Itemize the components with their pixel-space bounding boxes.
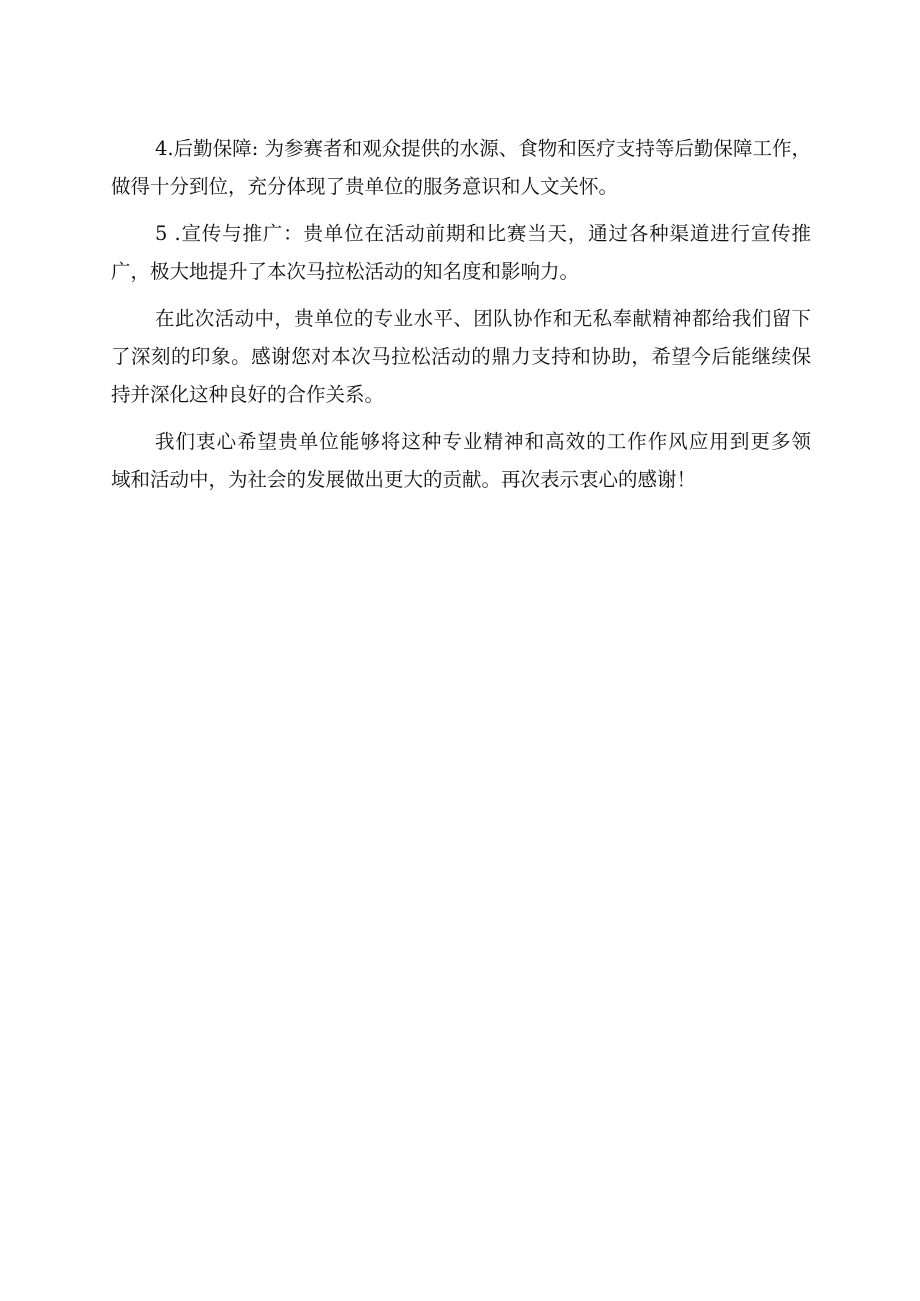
paragraph-promotion	[111, 215, 811, 291]
paragraph-line: 在此次活动中，贵单位的专业水平、团队协作和无私奉献精神都给我们留下	[155, 307, 811, 330]
paragraph-line: 域和活动中，为社会的发展做出更大的贡献。再次表示衷心的感谢！	[111, 468, 697, 491]
paragraph-line: 我们衷心希望贵单位能够将这种专业精神和高效的工作作风应用到更多领	[155, 430, 811, 453]
paragraph-line: 做得十分到位，充分体现了贵单位的服务意识和人文关怀。	[111, 175, 619, 198]
paragraph-line: 了深刻的印象。感谢您对本次马拉松活动的鼎力支持和协助，希望今后能继续保	[111, 345, 811, 368]
paragraph-line: 广，极大地提升了本次马拉松活动的知名度和影响力。	[111, 260, 580, 283]
document-body	[111, 130, 811, 508]
paragraph-line: 持并深化这种良好的合作关系。	[111, 383, 385, 406]
paragraph-line: 5 .宣传与推广：贵单位在活动前期和比赛当天，通过各种渠道进行宣传推	[155, 222, 811, 245]
paragraph-logistics	[111, 130, 811, 206]
paragraph-line: 4.后勤保障: 为参赛者和观众提供的水源、食物和医疗支持等后勤保障工作，	[155, 137, 811, 160]
paragraph-closing	[111, 423, 811, 499]
paragraph-impression	[111, 300, 811, 414]
